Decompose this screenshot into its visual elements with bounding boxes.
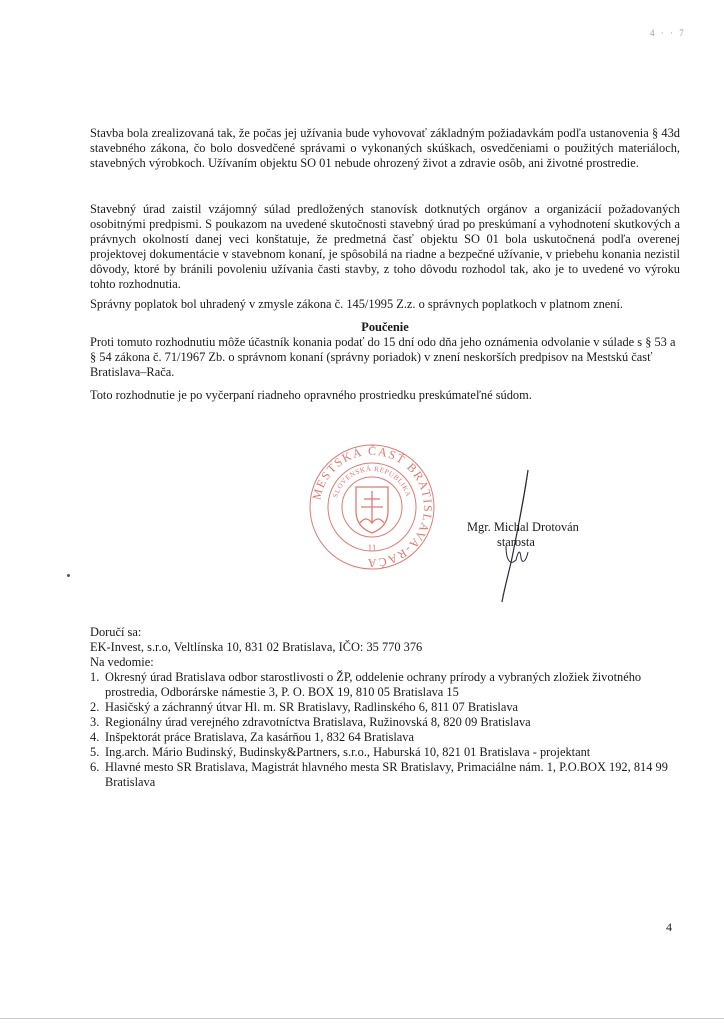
distribution-list (90, 625, 690, 790)
paragraph-review: Toto rozhodnutie je po vyčerpaní riadneho opravného prostriedku preskúmateľné súdom. (90, 388, 532, 402)
seal-number: 11 (367, 543, 377, 553)
instruction-heading: Poučenie (361, 320, 409, 334)
deliver-recipient: EK-Invest, s.r.o, Veltlínska 10, 831 02 Bratislava, IČO: 35 770 376 (90, 640, 423, 654)
list-item: 6. Hlavné mesto SR Bratislava, Magistrát hlavného mesta SR Bratislavy, Primaciálne nám. 1, P.O.BOX 192, 814 99 Bratislava (90, 760, 668, 789)
paragraph-fee: Správny poplatok bol uhradený v zmysle zákona č. 145/1995 Z.z. o správnych poplatkoch v platnom znení. (90, 297, 624, 311)
signer-name: Mgr. Michal Drotován (467, 520, 579, 534)
signer-block (467, 520, 579, 550)
list-item: 4. Inšpektorát práce Bratislava, Za kasárňou 1, 832 64 Bratislava (90, 730, 414, 744)
deliver-label: Doručí sa: (90, 625, 142, 639)
bottom-edge (0, 1018, 724, 1019)
list-item: 1. Okresný úrad Bratislava odbor starostlivosti o ŽP, oddelenie ochrany prírody a vybraných zložiek životného prostredia, Odborárske námestie 3, P. O. BOX 19, 810 05 Bratislava 15 (90, 670, 642, 699)
notice-recipients (90, 670, 690, 790)
corner-mark: 4 · · 7 (650, 28, 686, 38)
paragraph-reasoning: Stavebný úrad zaistil vzájomný súlad predložených stanovísk dotknutých orgánov a organizácií požadovaných osobitnými predpismi. S poukazom na uvedené skutočnosti stavebný úrad po preskúmaní a vyhodnotení skutkových a právnych okolností danej veci konštatuje, že predmetná časť objektu SO 01 bola uskutočnená podľa overenej projektovej dokumentácie v stavebnom konaní, je spôsobilá na riadne a bezpečné užívanie, v priebehu konania nezistil dôvody, ktoré by bránili povoleniu užívania časti stavby, z toho dôvodu rozhodol tak, ako je to uvedené vo výroku tohto rozhodnutia. (90, 202, 680, 291)
paragraph-compliance: Stavba bola zrealizovaná tak, že počas jej užívania bude vyhovovať základným požiadavkám podľa ustanovenia § 43d stavebného zákona, čo bolo dosvedčené správami o vykonaných skúškach, osvedčeniami o použitých materiáloch, stavebných výrobkoch. Užívaním objektu SO 01 nebude ohrozený život a zdravie osôb, ani životné prostredie. (90, 126, 680, 170)
seal-inner-text: SLOVENSKÁ REPUBLIKA (331, 464, 413, 499)
stray-dot (67, 574, 70, 577)
list-item: 5. Ing.arch. Mário Budinský, Budinsky&Partners, s.r.o., Haburská 10, 821 01 Bratislava - projektant (90, 745, 591, 759)
list-item: 3. Regionálny úrad verejného zdravotníctva Bratislava, Ružinovská 8, 820 09 Bratislava (90, 715, 531, 729)
page-number: 4 (666, 920, 672, 934)
signer-role: starosta (497, 535, 535, 549)
list-item: 2. Hasičský a záchranný útvar Hl. m. SR Bratislavy, Radlinského 6, 811 07 Bratislava (90, 700, 519, 714)
paragraph-appeal: Proti tomuto rozhodnutiu môže účastník konania podať do 15 dní odo dňa jeho oznámenia odvolanie v súlade s § 53 a § 54 zákona č. 71/1967 Zb. o správnom konaní (správny poriadok) v znení neskorších predpisov na Mestskú časť Bratislava–Rača. (90, 335, 676, 379)
notice-label: Na vedomie: (90, 655, 154, 669)
official-seal (308, 443, 436, 571)
seal-outer-text: MESTSKÁ ČASŤ BRATISLAVA-RAČA (309, 443, 436, 571)
